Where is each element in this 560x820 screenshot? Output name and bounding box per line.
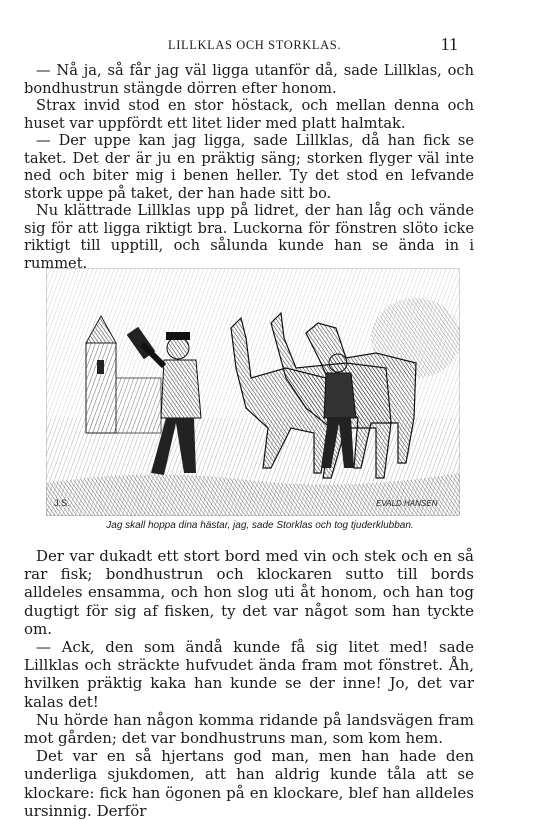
figure-caption: Jag skall hoppa dina hästar, jag, sade Storklas och tog tjuderklubban. bbox=[106, 520, 414, 531]
paragraph: Der var dukadt ett stort bord med vin och stek och en så rar fisk; bondhustrun och klockaren sutto till bords alldeles ensamma, och hon slog uti åt honom, och han tog dugtigt för sig af fisken, ty det var något som han tyckte om. bbox=[24, 547, 474, 638]
page-number: 11 bbox=[440, 34, 458, 54]
artist-signature: EVALD HANSEN bbox=[376, 499, 438, 508]
monogram: J.S. bbox=[54, 498, 70, 508]
text-block-bottom bbox=[24, 547, 474, 820]
paragraph: Nu hörde han någon komma ridande på landsvägen fram mot gården; det var bondhustruns man, som kom hem. bbox=[24, 710, 474, 748]
paragraph: Nu klättrade Lillklas upp på lidret, der han låg och vände sig för att ligga riktigt bra. Luckorna för fönstren slöto icke riktigt till upptill, och sålunda kunde han se ända in i rummet. bbox=[24, 202, 474, 272]
paragraph: Det var en så hjertans god man, men han hade den underliga sjukdomen, att han aldrig kunde tåla att se klockare: fick han ögonen på en klockare, blef han alldeles ursinnig. Derför bbox=[24, 747, 474, 820]
running-title: LILLKLAS OCH STORKLAS. bbox=[168, 38, 342, 52]
paragraph: — Der uppe kan jag ligga, sade Lillklas, då han fick se taket. Det der är ju en präktig säng; storken flyger väl inte ned och biter mig i benen heller. Ty det stod en lefvande stork uppe på taket, der han hade sitt bo. bbox=[24, 132, 474, 202]
paragraph: — Nå ja, så får jag väl ligga utanför då, sade Lillklas, och bondhustrun stängde dörren efter honom. bbox=[24, 62, 474, 97]
paragraph: Strax invid stod en stor höstack, och mellan denna och huset var uppfördt ett litet lider med platt halmtak. bbox=[24, 97, 474, 132]
engraving-illustration bbox=[46, 268, 460, 516]
text-block-top bbox=[24, 62, 474, 272]
engraving-svg bbox=[46, 268, 460, 516]
paragraph: — Ack, den som ändå kunde få sig litet med! sade Lillklas och sträckte hufvudet ända fram mot fönstret. Åh, hvilken präktig kaka han kunde se der inne! Jo, det var kalas det! bbox=[24, 638, 474, 711]
